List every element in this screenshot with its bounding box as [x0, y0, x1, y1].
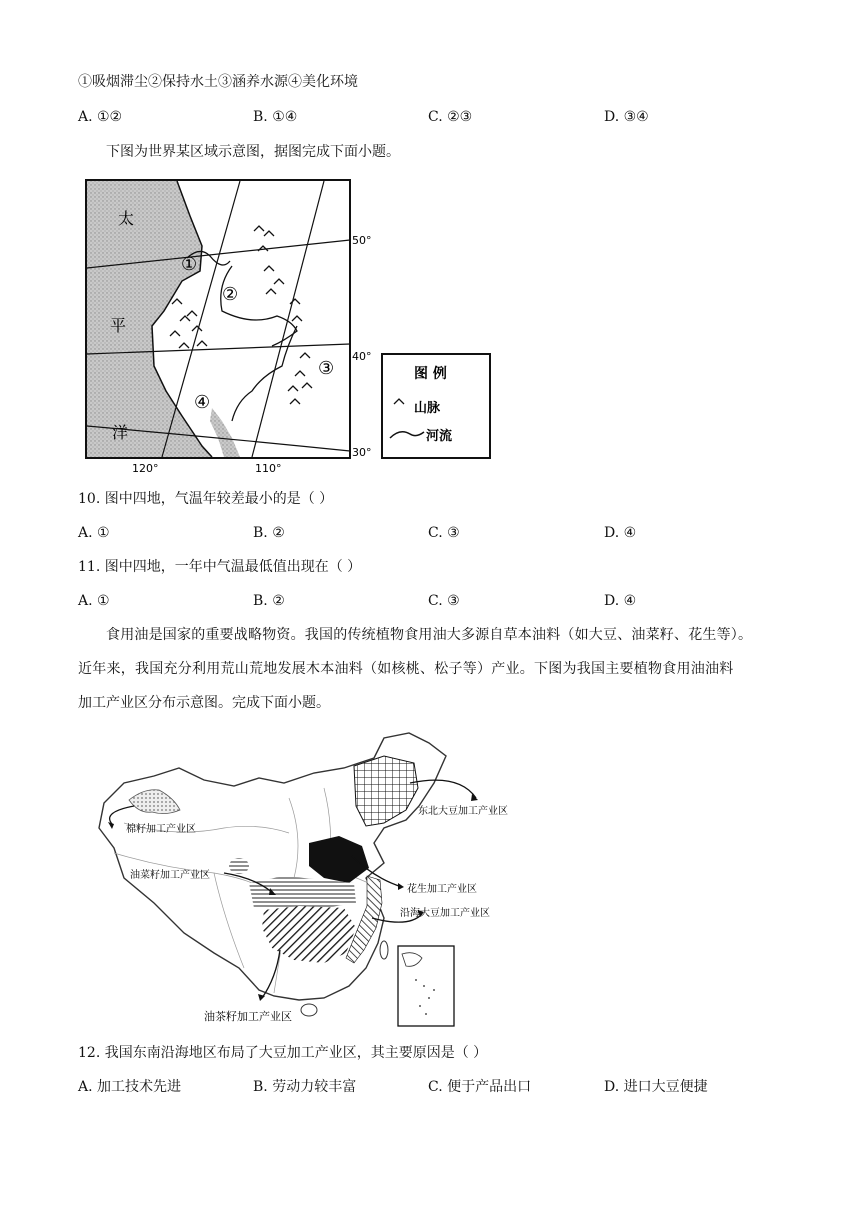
- q11-option-a[interactable]: A. ①: [78, 593, 110, 609]
- q10-option-d[interactable]: D. ④: [604, 525, 637, 541]
- q12-option-c[interactable]: C. 便于产品出口: [428, 1079, 532, 1095]
- passage-line-3: 加工产业区分布示意图。完成下面小题。: [78, 695, 330, 711]
- label-camellia: 油茶籽加工产业区: [204, 1010, 292, 1023]
- q12-option-a[interactable]: A. 加工技术先进: [78, 1079, 182, 1095]
- marker-1: ①: [181, 254, 198, 275]
- lat-label-40: 40°: [352, 350, 372, 363]
- lon-label-120: 120°: [132, 462, 159, 475]
- q9-option-d[interactable]: D. ③④: [604, 109, 649, 125]
- q10-option-a[interactable]: A. ①: [78, 525, 110, 541]
- china-oil-processing-map: [84, 728, 524, 1028]
- label-rapeseed: 油菜籽加工产业区: [130, 870, 210, 881]
- legend-title: 图 例: [414, 366, 447, 382]
- lat-label-50: 50°: [352, 234, 372, 247]
- legend-river-label: 河流: [426, 429, 453, 444]
- lat-label-30: 30°: [352, 446, 372, 459]
- ocean-char-3: 洋: [112, 423, 129, 442]
- q10-stem: 10. 图中四地，气温年较差最小的是（ ）: [78, 491, 334, 507]
- passage-line-2: 近年来，我国充分利用荒山荒地发展木本油料（如核桃、松子等）产业。下图为我国主要植物食用油油料: [78, 661, 734, 677]
- label-coastal-soy: 沿海大豆加工产业区: [400, 908, 490, 919]
- q10-option-b[interactable]: B. ②: [253, 525, 285, 541]
- map-legend: [382, 354, 490, 458]
- statement-options-line: ①吸烟滞尘②保持水土③涵养水源④美化环境: [78, 74, 358, 90]
- ocean-char-2: 平: [110, 316, 127, 335]
- q11-option-b[interactable]: B. ②: [253, 593, 285, 609]
- label-northeast-soy: 东北大豆加工产业区: [418, 806, 508, 817]
- marker-4: ④: [194, 392, 211, 413]
- q10-option-c[interactable]: C. ③: [428, 525, 460, 541]
- passage-line-1: 食用油是国家的重要战略物资。我国的传统植物食用油大多源自草本油料（如大豆、油菜籽、花生等）。: [106, 627, 753, 643]
- q11-stem: 11. 图中四地，一年中气温最低值出现在（ ）: [78, 559, 362, 575]
- q9-option-b[interactable]: B. ①④: [253, 109, 298, 125]
- label-peanut: 花生加工产业区: [407, 884, 477, 895]
- marker-3: ③: [318, 358, 335, 379]
- world-region-map: [82, 176, 502, 476]
- label-cotton: 棉籽加工产业区: [126, 824, 196, 835]
- ocean-char-1: 太: [118, 209, 135, 228]
- q11-option-d[interactable]: D. ④: [604, 593, 637, 609]
- q12-option-b[interactable]: B. 劳动力较丰富: [253, 1079, 357, 1095]
- q9-option-a[interactable]: A. ①②: [78, 109, 123, 125]
- q12-stem: 12. 我国东南沿海地区布局了大豆加工产业区，其主要原因是（ ）: [78, 1045, 488, 1061]
- q9-option-c[interactable]: C. ②③: [428, 109, 473, 125]
- lon-label-110: 110°: [255, 462, 282, 475]
- q11-option-c[interactable]: C. ③: [428, 593, 460, 609]
- map1-intro: 下图为世界某区域示意图，据图完成下面小题。: [106, 144, 400, 160]
- legend-mountain-label: 山脉: [414, 401, 441, 416]
- q12-option-d[interactable]: D. 进口大豆便捷: [604, 1079, 708, 1095]
- marker-2: ②: [222, 284, 239, 305]
